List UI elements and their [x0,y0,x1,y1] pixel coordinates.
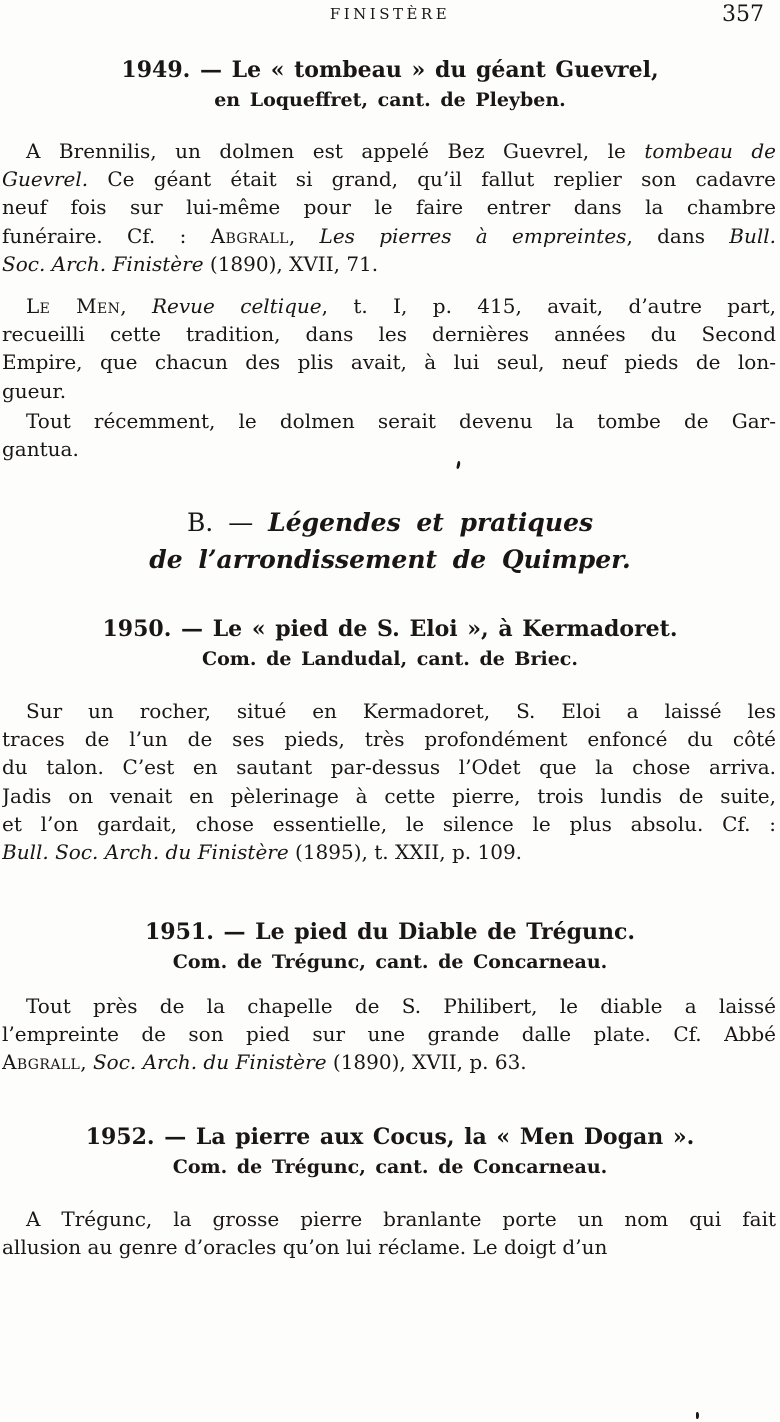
text-line: traces de l’un de ses pieds, très profondément enfoncé du côté [2,727,776,752]
page-number: 357 [722,2,764,27]
text-line: du talon. C’est en sautant par-dessus l’Odet que la chose arriva. [2,755,776,780]
entry-heading-1949 [0,57,780,112]
text-line: Tout récemment, le dolmen serait devenu la tombe de Gar- [26,409,776,433]
entry-title: 1952. — La pierre aux Cocus, la « Men Dogan ». [85,1124,695,1150]
text-line: Soc. Arch. Finistère (1890), XVII, 71. [2,251,379,276]
entry-subtitle: Com. de Trégunc, cant. de Concarneau. [172,951,608,973]
text-line: recueilli cette tradition, dans les dernières années du Second [2,322,776,347]
paragraph-1949-2 [2,292,776,405]
text-line: Jadis on venait en pèlerinage à cette pierre, trois lundis de suite, [2,783,776,808]
running-head [0,2,780,28]
text-line: neuf fois sur lui-même pour le faire entrer dans la chambre [2,195,776,220]
entry-heading-1950 [0,616,780,671]
paragraph-1951-1 [2,992,776,1077]
entry-title: 1950. — Le « pied de S. Eloi », à Kermadoret. [102,616,678,642]
paragraph-1950-1 [2,697,776,866]
section-b-line2: de l’arrondissement de Quimper. [149,545,631,574]
text-line: Tout près de la chapelle de S. Philibert, le diable a laissé [26,994,776,1018]
text-line: l’empreinte de son pied sur une grande dalle plate. Cf. Abbé [2,1022,776,1047]
text-line: Guevrel. Ce géant était si grand, qu’il fallut replier son cadavre [2,167,776,192]
text-line: gantua. [2,437,79,462]
scan-artifact [696,1412,699,1419]
text-line: Empire, que chacun des plis avait, à lui seul, neuf pieds de lon- [2,350,776,375]
text-line: Le Men, Revue celtique, t. I, p. 415, avait, d’autre part, [26,294,776,318]
paragraph-1949-1 [2,137,776,278]
section-b-prefix: B. — [186,508,269,537]
paragraph-1952-1 [2,1205,776,1261]
entry-subtitle: en Loqueffret, cant. de Pleyben. [214,89,566,111]
running-title: FINISTÈRE [329,5,451,23]
entry-heading-1951 [0,919,780,974]
text-line: Sur un rocher, situé en Kermadoret, S. Eloi a laissé les [26,699,776,723]
scan-artifact [456,461,461,469]
entry-subtitle: Com. de Landudal, cant. de Briec. [202,648,578,670]
text-line: Abgrall, Soc. Arch. du Finistère (1890), XVII, p. 63. [2,1050,527,1075]
text-line: A Brennilis, un dolmen est appelé Bez Guevrel, le tombeau de [26,139,776,163]
text-line: allusion au genre d’oracles qu’on lui réclame. Le doigt d’un [2,1235,608,1260]
section-b-line1 [0,504,780,541]
section-b-title: Légendes et pratiques [268,508,594,537]
entry-title: 1951. — Le pied du Diable de Trégunc. [144,919,636,945]
text-line: Bull. Soc. Arch. du Finistère (1895), t. XXII, p. 109. [2,839,523,864]
entry-title: 1949. — Le « tombeau » du géant Guevrel, [121,57,659,83]
text-line: gueur. [2,378,67,403]
text-line: et l’on gardait, chose essentielle, le silence le plus absolu. Cf. : [2,811,776,836]
text-line: funéraire. Cf. : Abgrall, Les pierres à empreintes, dans Bull. [2,223,776,248]
entry-heading-1952 [0,1124,780,1179]
section-b-heading [0,504,780,578]
paragraph-1949-3 [2,407,776,463]
text-line: A Trégunc, la grosse pierre branlante porte un nom qui fait [26,1207,776,1231]
entry-subtitle: Com. de Trégunc, cant. de Concarneau. [172,1156,608,1178]
